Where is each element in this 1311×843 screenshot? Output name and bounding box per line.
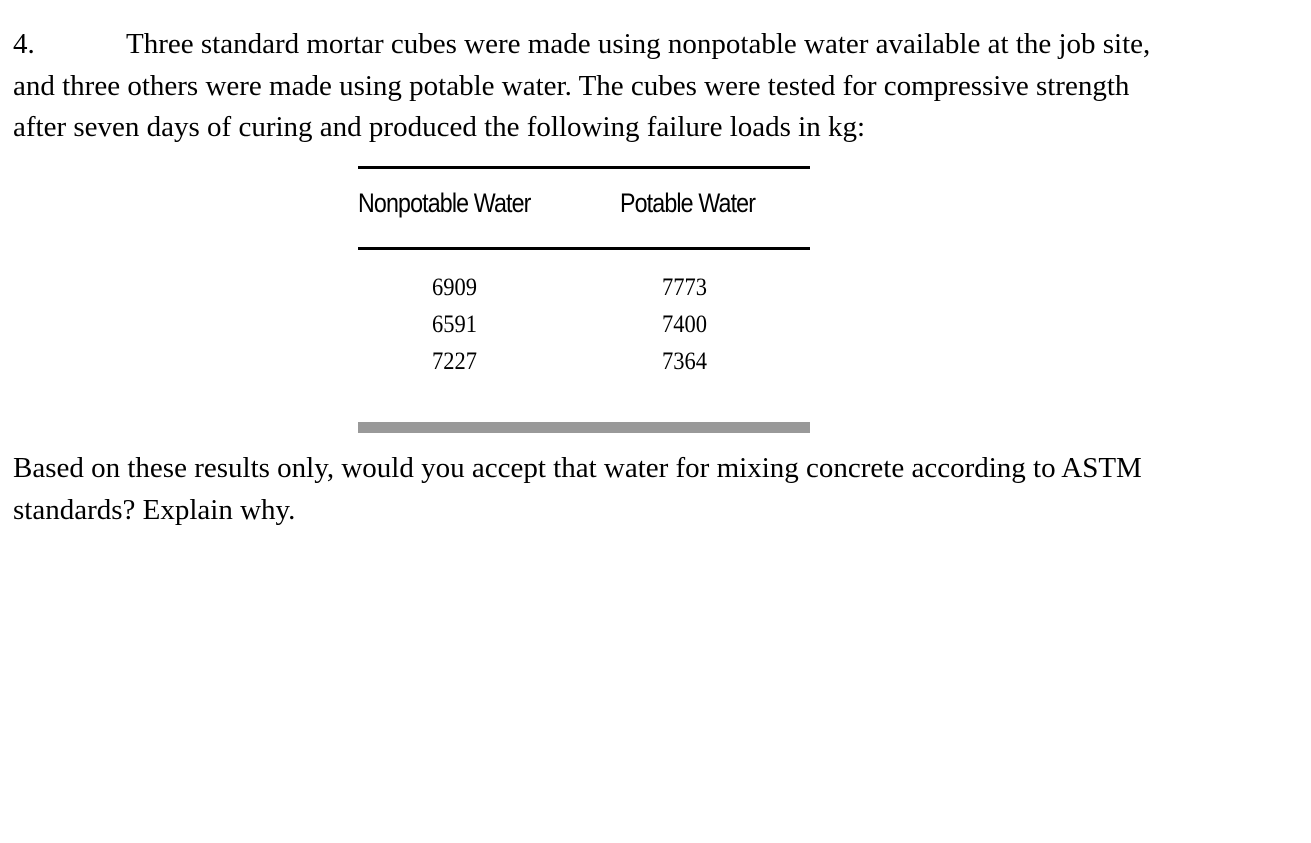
cell-nonpotable-2: 6591 [432,311,477,338]
problem-line-3: after seven days of curing and produced the following failure loads in kg: [13,111,866,143]
problem-number: 4. [13,28,35,60]
cell-potable-1: 7773 [662,274,707,301]
cell-nonpotable-1: 6909 [432,274,477,301]
cell-potable-3: 7364 [662,348,707,375]
problem-line-2: and three others were made using potable water. The cubes were tested for compressive strength [13,69,1130,102]
cell-nonpotable-3: 7227 [432,348,477,375]
table-header-rule [358,247,810,250]
question-line-2: standards? Explain why. [13,493,296,526]
problem-statement [13,24,1248,149]
problem-text-1: Three standard mortar cubes were made using nonpotable water available at the job site, [126,28,1151,60]
question-line-1: Based on these results only, would you accept that water for mixing concrete according to ASTM [13,452,1142,484]
header-potable-water: Potable Water [620,188,756,218]
problem-line-1 [13,24,1248,66]
header-nonpotable-water: Nonpotable Water [358,188,531,218]
table-bottom-rule [358,422,810,433]
cell-potable-2: 7400 [662,311,707,338]
question-text [13,448,1248,531]
table-top-rule [358,166,810,169]
